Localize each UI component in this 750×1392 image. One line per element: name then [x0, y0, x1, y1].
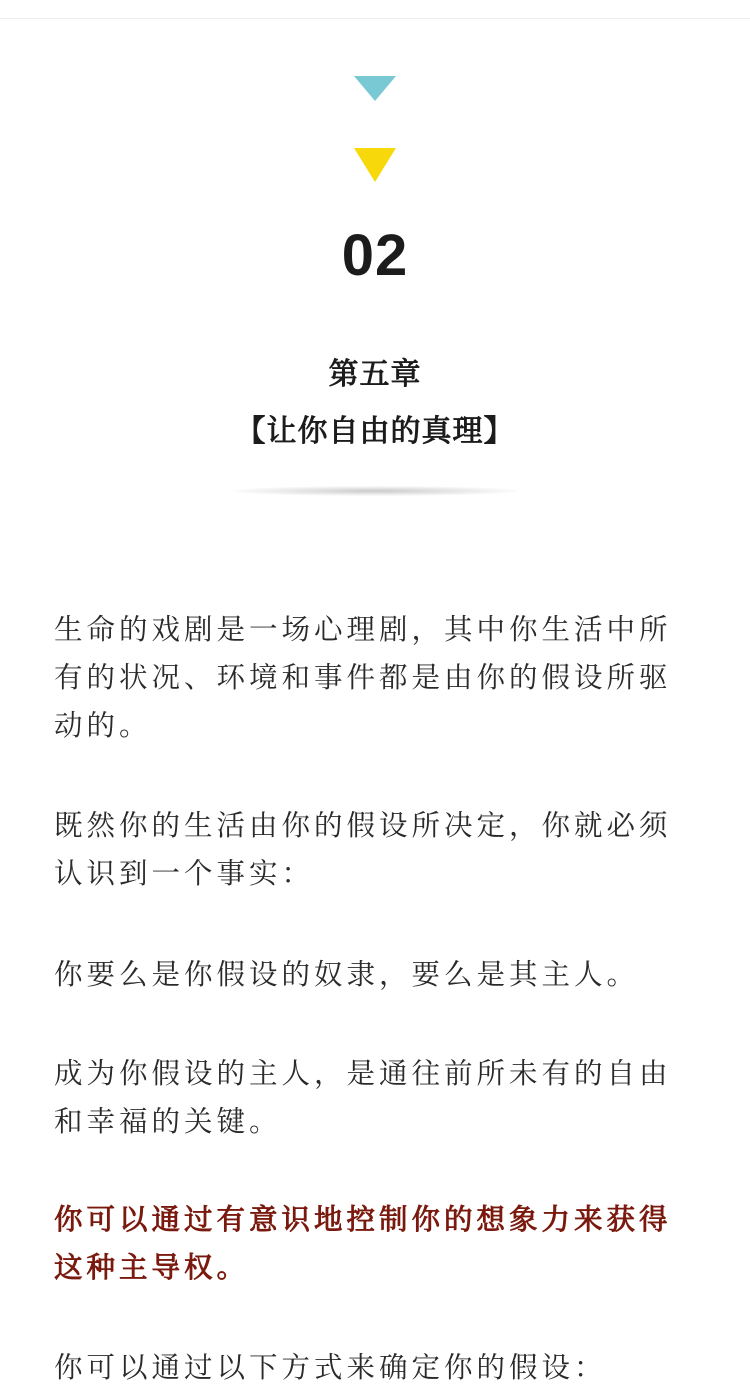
yellow-triangle-icon [354, 148, 396, 182]
body-paragraph: 成为你假设的主人，是通往前所未有的自由和幸福的关键。 [54, 1057, 672, 1138]
chapter-title: 第五章 [328, 357, 422, 392]
chapter-number: 02 [341, 223, 409, 288]
body-paragraph: 你可以通过以下方式来确定你的假设： [54, 1351, 607, 1384]
cyan-triangle-icon [354, 76, 396, 101]
chapter-subtitle: 【让你自由的真理】 [235, 414, 515, 449]
emphasis-paragraph: 你可以通过有意识地控制你的想象力来获得这种主导权。 [54, 1203, 672, 1284]
body-paragraph: 既然你的生活由你的假设所决定，你就必须认识到一个事实： [54, 809, 672, 890]
section-divider [232, 486, 518, 496]
body-paragraph: 生命的戏剧是一场心理剧，其中你生活中所有的状况、环境和事件都是由你的假设所驱动的。 [54, 613, 672, 742]
top-divider-line [0, 18, 750, 19]
body-paragraph: 你要么是你假设的奴隶，要么是其主人。 [54, 958, 640, 991]
